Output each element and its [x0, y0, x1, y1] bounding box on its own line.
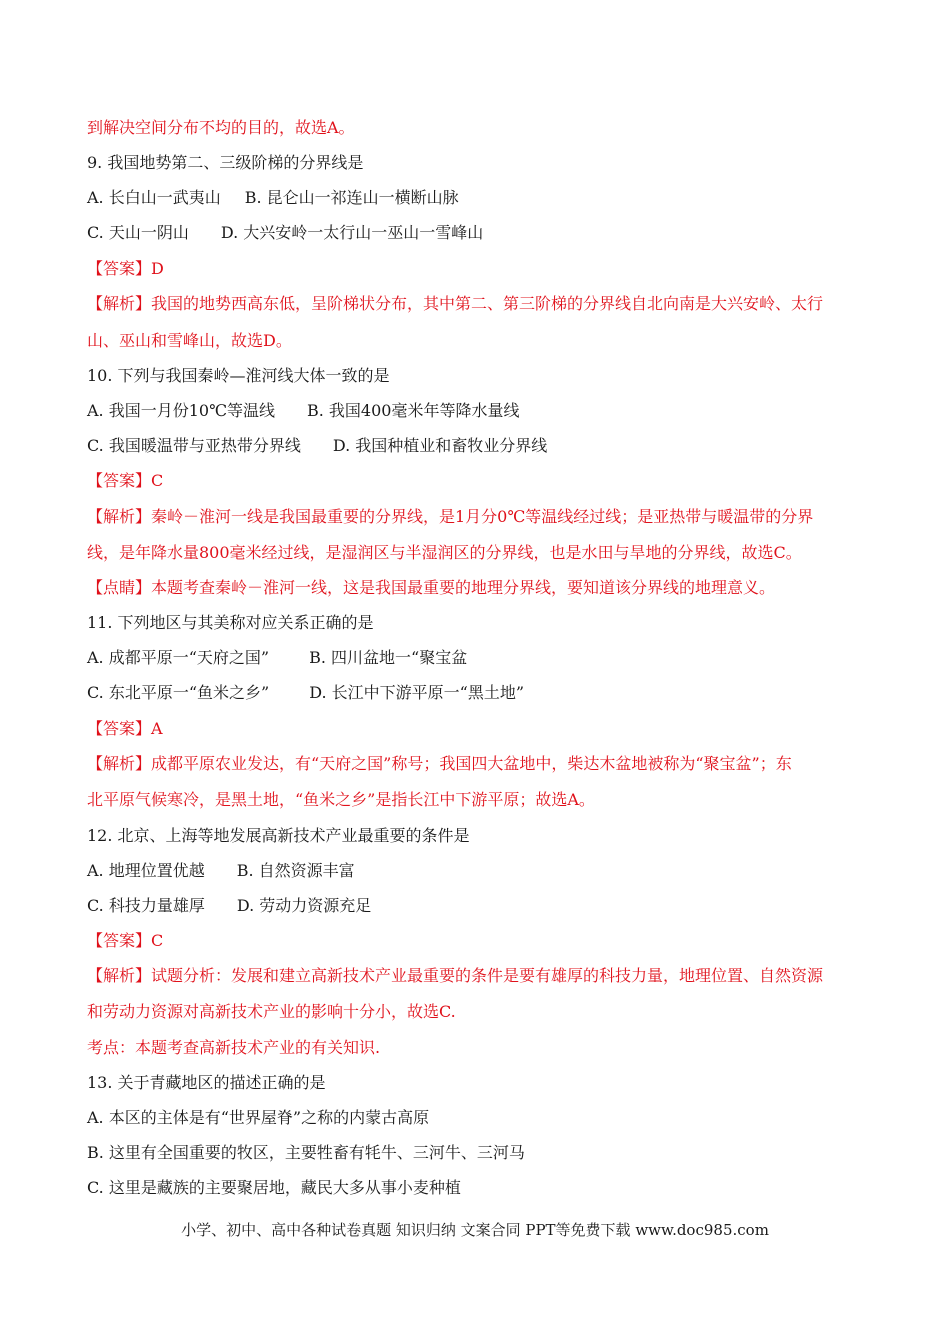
option-b: B. 昆仑山一祁连山一横断山脉 [244, 188, 459, 207]
analysis-10-line2: 线，是年降水量800毫米经过线，是湿润区与半湿润区的分界线，也是水田与旱地的分界线，故选C。 [87, 543, 802, 562]
option-c: C. 天山一阴山 [87, 223, 189, 242]
option-b: B. 四川盆地一“聚宝盆 [309, 648, 468, 667]
question-11-options-ab [87, 648, 467, 668]
kaodian-12: 考点：本题考查高新技术产业的有关知识. [87, 1038, 381, 1057]
option-a: A. 成都平原一“天府之国” [87, 648, 270, 667]
tip-10: 【点睛】本题考查秦岭－淮河一线，这是我国最重要的地理分界线，要知道该分界线的地理意义。 [87, 578, 776, 597]
question-12-options-cd [87, 896, 371, 916]
question-11: 11. 下列地区与其美称对应关系正确的是 [87, 613, 374, 632]
answer-11: 【答案】A [87, 719, 163, 738]
question-11-options-cd [87, 683, 524, 703]
option-d: D. 劳动力资源充足 [236, 896, 372, 915]
question-9-options-ab [87, 188, 459, 208]
question-9-options-cd [87, 223, 483, 243]
analysis-9-line2: 山、巫山和雪峰山，故选D。 [87, 331, 292, 350]
analysis-continuation: 到解决空间分布不均的目的，故选A。 [87, 118, 355, 137]
answer-12: 【答案】C [87, 931, 164, 950]
analysis-11-line1: 【解析】成都平原农业发达，有“天府之国”称号；我国四大盆地中，柴达木盆地被称为“聚宝盆”；东 [87, 754, 792, 773]
page-footer: 小学、初中、高中各种试卷真题 知识归纳 文案合同 PPT等免费下载 www.doc985.com [181, 1221, 769, 1239]
option-d: D. 我国种植业和畜牧业分界线 [332, 436, 548, 455]
answer-9: 【答案】D [87, 259, 164, 278]
option-d: D. 大兴安岭一太行山一巫山一雪峰山 [220, 223, 484, 242]
question-12: 12. 北京、上海等地发展高新技术产业最重要的条件是 [87, 826, 470, 845]
answer-10: 【答案】C [87, 471, 164, 490]
question-13-option-b: B. 这里有全国重要的牧区，主要牲畜有牦牛、三河牛、三河马 [87, 1143, 525, 1162]
question-10: 10. 下列与我国秦岭—淮河线大体一致的是 [87, 366, 390, 385]
option-d: D. 长江中下游平原一“黑土地” [309, 683, 525, 702]
question-10-options-ab [87, 401, 519, 421]
option-b: B. 我国400毫米年等降水量线 [307, 401, 520, 420]
question-13: 13. 关于青藏地区的描述正确的是 [87, 1073, 326, 1092]
analysis-10-line1: 【解析】秦岭－淮河一线是我国最重要的分界线，是1月分0℃等温线经过线；是亚热带与暖温带的分界 [87, 507, 814, 526]
analysis-12-line2: 和劳动力资源对高新技术产业的影响十分小，故选C. [87, 1002, 456, 1021]
option-a: A. 地理位置优越 [87, 861, 205, 880]
option-a: A. 长白山一武夷山 [87, 188, 221, 207]
option-c: C. 科技力量雄厚 [87, 896, 205, 915]
question-13-option-a: A. 本区的主体是有“世界屋脊”之称的内蒙古高原 [87, 1108, 430, 1127]
question-13-option-c: C. 这里是藏族的主要聚居地，藏民大多从事小麦种植 [87, 1178, 461, 1197]
option-b: B. 自然资源丰富 [236, 861, 355, 880]
analysis-9-line1: 【解析】我国的地势西高东低，呈阶梯状分布，其中第二、第三阶梯的分界线自北向南是大兴安岭、太行 [87, 294, 824, 313]
question-9: 9. 我国地势第二、三级阶梯的分界线是 [87, 153, 364, 172]
option-a: A. 我国一月份10℃等温线 [87, 401, 275, 420]
analysis-11-line2: 北平原气候寒冷，是黑土地，“鱼米之乡”是指长江中下游平原；故选A。 [87, 790, 595, 809]
analysis-12-line1: 【解析】试题分析：发展和建立高新技术产业最重要的条件是要有雄厚的科技力量，地理位置、自然资源 [87, 966, 824, 985]
question-10-options-cd [87, 436, 547, 456]
question-12-options-ab [87, 861, 355, 881]
option-c: C. 我国暖温带与亚热带分界线 [87, 436, 301, 455]
option-c: C. 东北平原一“鱼米之乡” [87, 683, 270, 702]
